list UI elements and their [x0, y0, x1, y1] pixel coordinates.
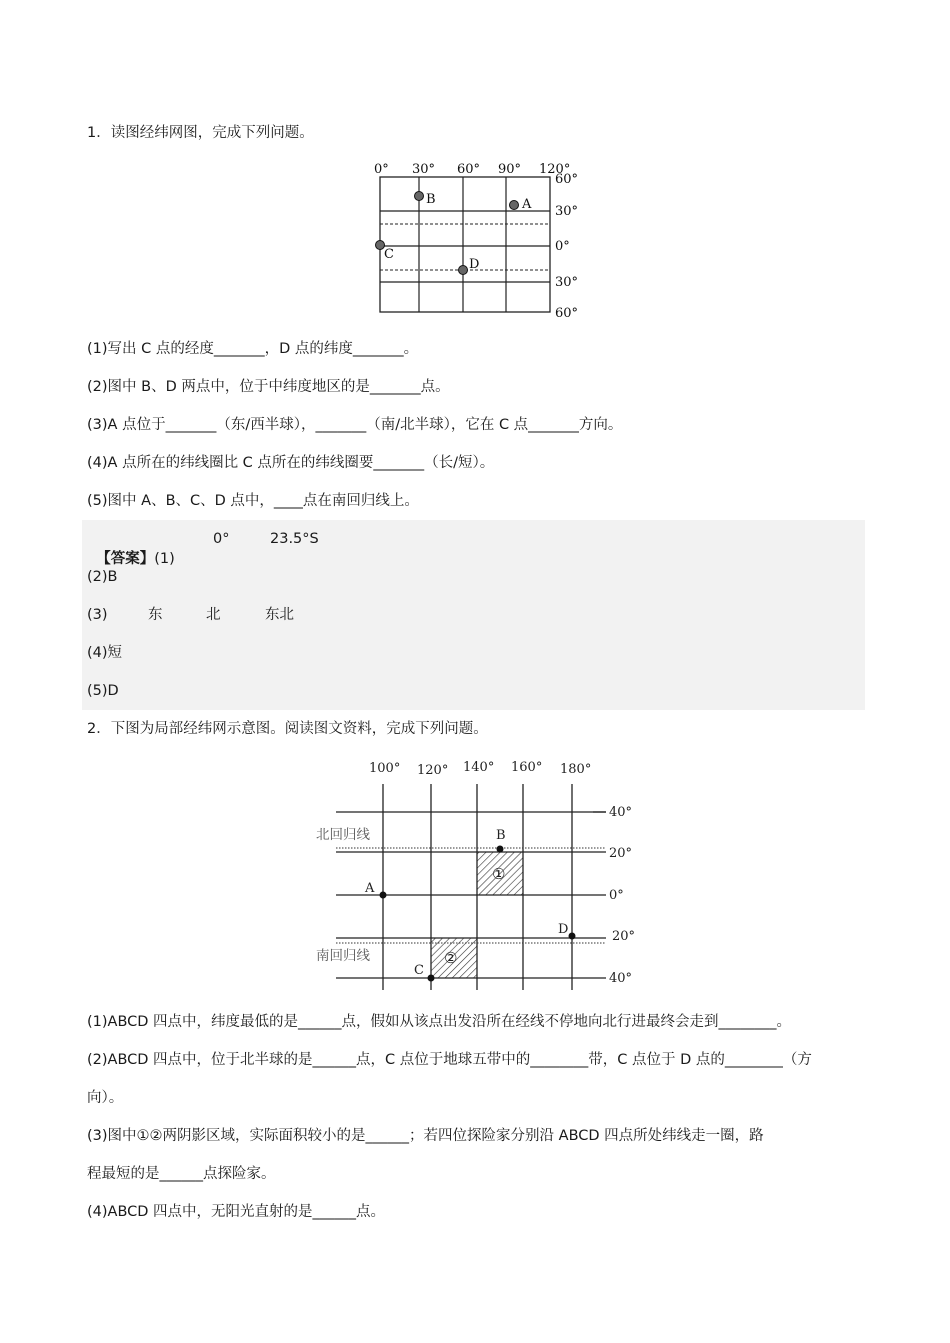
- q1-point-a-label: A: [522, 197, 532, 212]
- q2-lat-label: 40°: [609, 805, 633, 820]
- q1-point-d: [459, 266, 468, 275]
- q2-region-2-label: ②: [444, 949, 458, 967]
- q2-point-d-label: D: [558, 922, 569, 937]
- q2-point-c-label: C: [414, 963, 424, 978]
- q2-lon-label: 100°: [369, 761, 401, 776]
- q1-item-3: (3)A 点位于_______（东/西半球），_______（南/北半球），它在 C 点_______方向。: [87, 417, 623, 433]
- q2-item-3-cont: 程最短的是______点探险家。: [87, 1166, 276, 1182]
- q2-lat-label: 20°: [612, 929, 636, 944]
- q2-point-a: [380, 892, 387, 899]
- q2-item-2: (2)ABCD 四点中，位于北半球的是______点，C 点位于地球五带中的________带，C 点位于 D 点的________（方: [87, 1052, 812, 1068]
- q2-item-1: (1)ABCD 四点中，纬度最低的是______点，假如从该点出发沿所在经线不停地向北行进最终会走到________。: [87, 1014, 792, 1030]
- answer-3-value-3: 东北: [265, 607, 294, 623]
- q1-lon-label: 90°: [498, 162, 522, 177]
- q2-lat-label: 20°: [609, 846, 633, 861]
- answer-1-value-1: 0°: [213, 531, 230, 547]
- answer-panel: [82, 520, 865, 710]
- answer-2: (2)B: [87, 569, 118, 585]
- q2-point-c: [428, 975, 435, 982]
- q1-point-b-label: B: [426, 192, 436, 207]
- q2-tropic-north-label: 北回归线: [316, 827, 370, 843]
- q2-lat-label: 0°: [609, 888, 624, 903]
- answer-3-value-1: 东: [148, 607, 163, 623]
- q1-point-a: [510, 201, 519, 210]
- answer-1-value-2: 23.5°S: [270, 531, 319, 547]
- q2-stem: 2．下图为局部经纬网示意图。阅读图文资料，完成下列问题。: [87, 721, 488, 737]
- q1-lat-label: 60°: [555, 306, 579, 321]
- q2-point-b-label: B: [496, 828, 506, 843]
- q2-tropic-south-label: 南回归线: [316, 948, 370, 964]
- q1-item-2: (2)图中 B、D 两点中，位于中纬度地区的是_______点。: [87, 379, 450, 395]
- q1-item-1: (1)写出 C 点的经度_______，D 点的纬度_______。: [87, 341, 419, 357]
- q1-item-5: (5)图中 A、B、C、D 点中，____点在南回归线上。: [87, 493, 419, 509]
- q1-point-c-label: C: [384, 247, 394, 262]
- q2-item-3: (3)图中①②两阴影区域，实际面积较小的是______；若四位探险家分别沿 ABCD 四点所处纬线走一圈，路: [87, 1128, 764, 1144]
- q2-lon-label: 140°: [463, 760, 495, 775]
- q1-item-4: (4)A 点所在的纬线圈比 C 点所在的纬线圈要_______（长/短）。: [87, 455, 495, 471]
- q2-lon-label: 160°: [511, 760, 543, 775]
- q1-point-d-label: D: [469, 257, 480, 272]
- answer-5: (5)D: [87, 683, 119, 699]
- answer-1-prefix: (1): [154, 551, 175, 567]
- q1-lat-label: 60°: [555, 172, 579, 187]
- answer-label: 【答案】: [96, 551, 155, 567]
- q1-lon-label: 30°: [412, 162, 436, 177]
- q1-lat-label: 0°: [555, 239, 570, 254]
- q1-lat-label: 30°: [555, 204, 579, 219]
- q1-lon-label: 120°: [539, 162, 571, 177]
- q1-stem: 1．读图经纬网图，完成下列问题。: [87, 125, 314, 141]
- q2-item-2-cont: 向）。: [87, 1090, 124, 1106]
- q2-point-b: [497, 846, 504, 853]
- answer-row-1: [87, 529, 175, 569]
- answer-3-value-2: 北: [206, 607, 221, 623]
- q1-lat-label: 30°: [555, 275, 579, 290]
- q1-lon-label: 0°: [374, 162, 389, 177]
- q1-lon-label: 60°: [457, 162, 481, 177]
- q2-item-4: (4)ABCD 四点中，无阳光直射的是______点。: [87, 1204, 386, 1220]
- q2-point-a-label: A: [365, 881, 375, 896]
- q2-lat-label: 40°: [609, 971, 633, 986]
- answer-3-prefix: (3): [87, 607, 108, 623]
- q2-lon-label: 120°: [417, 763, 449, 778]
- q2-region-1-label: ①: [492, 865, 506, 883]
- q1-graticule-figure: [368, 155, 583, 325]
- q1-point-b: [415, 192, 424, 201]
- q2-lon-label: 180°: [560, 762, 592, 777]
- answer-4: (4)短: [87, 645, 123, 661]
- q2-graticule-figure: [310, 752, 650, 992]
- q2-point-d: [569, 933, 576, 940]
